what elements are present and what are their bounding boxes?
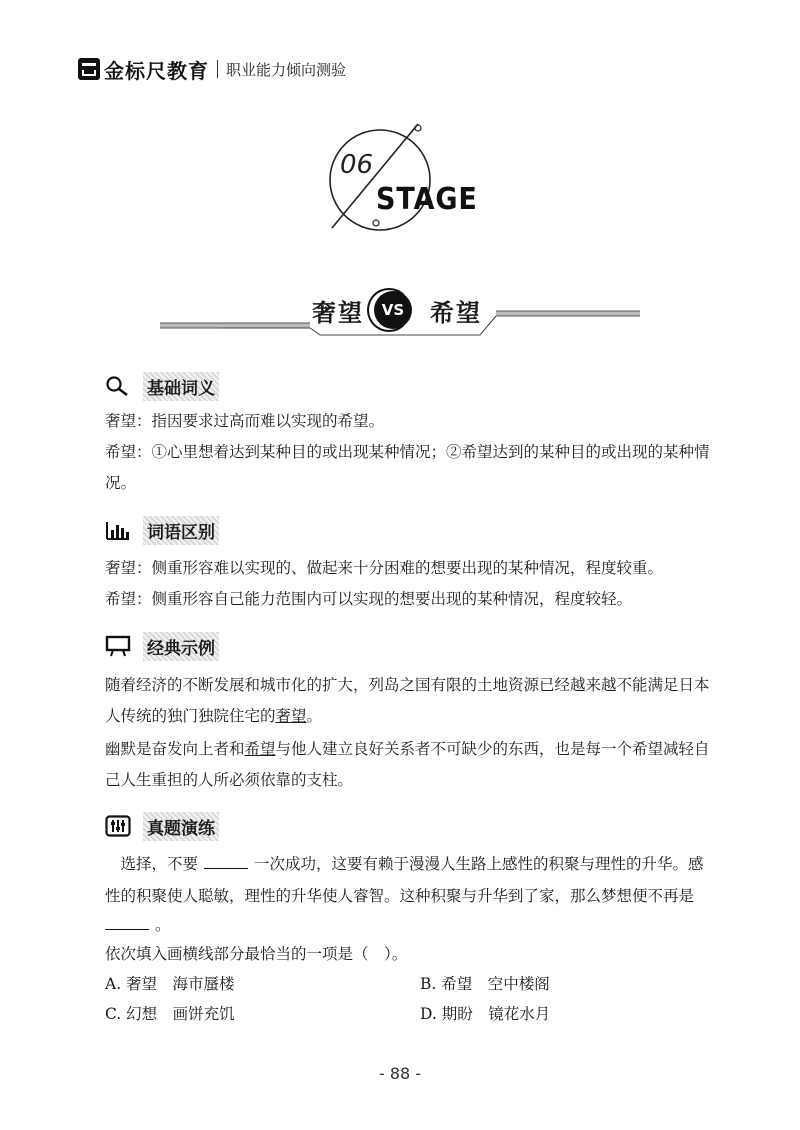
option-d[interactable]: D. 期盼 镜花水月	[420, 1005, 551, 1023]
monitor-icon	[105, 635, 131, 657]
section-practice-label: 真题演练	[143, 812, 219, 841]
term-left: 奢望	[312, 298, 364, 327]
example-2-term: 希望	[244, 740, 276, 758]
comparison-title	[160, 285, 640, 345]
question-text-1: 选择，不要	[120, 855, 199, 873]
page-number: - 88 -	[378, 1064, 422, 1083]
vs-badge: VS	[374, 291, 412, 329]
stage-word: STAGE	[376, 182, 478, 217]
example-1	[105, 670, 715, 732]
example-2-text: 幽默是奋发向上者和	[105, 740, 245, 758]
basic-line-1: 奢望：指因要求过高而难以实现的希望。	[105, 412, 385, 430]
answer-blank-2	[105, 915, 149, 930]
brand-name: 金标尺教育	[104, 58, 209, 83]
term-right: 希望	[430, 298, 482, 327]
difference-line-2: 希望：侧重形容自己能力范围内可以实现的想要出现的某种情况，程度较轻。	[105, 590, 633, 608]
option-c[interactable]: C. 幻想 画饼充饥	[105, 1005, 235, 1023]
example-2-end: 与他人建立良好关系者不可缺少的东西，也是每一个希望减轻自己人生重担的人所必须依靠的支柱。	[105, 740, 710, 789]
header-subtitle: 职业能力倾向测验	[226, 60, 347, 79]
example-2	[105, 734, 715, 796]
stage-circle-icon	[318, 120, 488, 240]
option-a[interactable]: A. 奢望 海市蜃楼	[105, 975, 235, 993]
section-difference-label: 词语区别	[143, 516, 219, 545]
bar-chart-icon	[105, 519, 131, 541]
practice-prompt: 依次填入画横线部分最恰当的一项是（ ）。	[105, 945, 408, 963]
practice-question	[105, 848, 715, 912]
section-basic-heading	[105, 372, 219, 400]
section-examples-heading	[105, 632, 219, 660]
basic-line-2: 希望：①心里想着达到某种目的或出现某种情况；②希望达到的某种目的或出现的某种情况。	[105, 443, 710, 492]
practice-question-end	[105, 910, 715, 941]
section-basic-label: 基础词义	[143, 372, 219, 401]
header-divider	[217, 60, 218, 78]
stage-number: 06	[340, 150, 374, 180]
difference-line-1: 奢望：侧重形容难以实现的、做起来十分困难的想要出现的某种情况，程度较重。	[105, 559, 664, 577]
option-b[interactable]: B. 希望 空中楼阁	[420, 975, 550, 993]
section-difference-heading	[105, 516, 219, 544]
example-1-text: 随着经济的不断发展和城市化的扩大，列岛之国有限的土地资源已经越来越不能满足日本人传统的独门独院住宅的	[105, 676, 710, 725]
equalizer-icon	[105, 815, 131, 837]
magnifier-icon	[105, 375, 131, 397]
section-examples-label: 经典示例	[143, 632, 219, 661]
example-1-term: 奢望	[275, 707, 307, 725]
page-header	[78, 54, 346, 84]
question-text-2: 一次成功，这要有赖于漫漫人生路上感性的积聚与理性的升华。感性的积聚使人聪敏，理性的升华使人睿智。这种积聚与升华到了家，那么梦想便不再是	[105, 855, 704, 905]
answer-blank-1	[204, 854, 248, 869]
question-text-3: 。	[155, 916, 171, 934]
example-1-end: 。	[306, 707, 323, 725]
brand-logo-icon	[78, 58, 100, 80]
stage-emblem	[318, 120, 488, 240]
section-practice-heading	[105, 812, 219, 840]
